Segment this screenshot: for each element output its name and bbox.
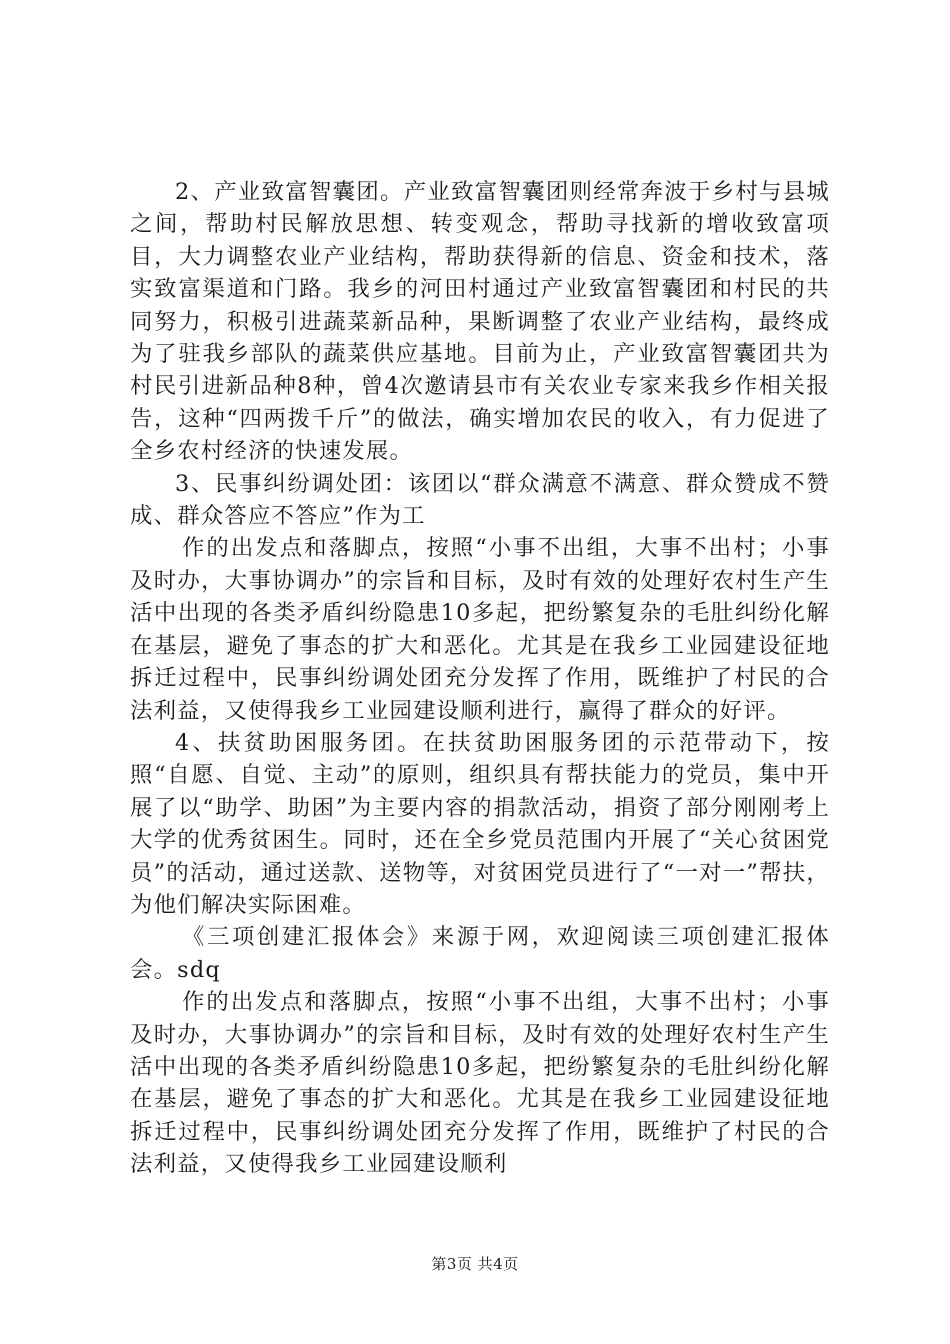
page-number-footer: 第3页 共4页 (431, 1255, 519, 1273)
paragraph-poverty-relief: 4、扶贫助困服务团。在扶贫助困服务团的示范带动下，按照“自愿、自觉、主动”的原则，组织具有帮扶能力的党员，集中开展了以“助学、助困”为主要内容的捐款活动，捐资了部分刚刚考上大学的优秀贫困生。同时，还在全乡党员范围内开展了“关心贫困党员”的活动，通过送款、送物等，对贫困党员进行了“一对一”帮扶，为他们解决实际困难。 (130, 729, 830, 918)
paragraph-repeated-body: 作的出发点和落脚点，按照“小事不出组，大事不出村；小事及时办，大事协调办”的宗旨和目标，及时有效的处理好农村生产生活中出现的各类矛盾纠纷隐患10多起，把纷繁复杂的毛肚纠纷化解在基层，避免了事态的扩大和恶化。尤其是在我乡工业园建设征地拆迁过程中，民事纠纷调处团充分发挥了作用，既维护了村民的合法利益，又使得我乡工业园建设顺利 (130, 989, 830, 1178)
paragraph-dispute-mediation-heading: 3、民事纠纷调处团：该团以“群众满意不满意、群众赞成不赞成、群众答应不答应”作为工 (130, 470, 830, 530)
paragraph-dispute-mediation-body: 作的出发点和落脚点，按照“小事不出组，大事不出村；小事及时办，大事协调办”的宗旨和目标，及时有效的处理好农村生产生活中出现的各类矛盾纠纷隐患10多起，把纷繁复杂的毛肚纠纷化解在基层，避免了事态的扩大和恶化。尤其是在我乡工业园建设征地拆迁过程中，民事纠纷调处团充分发挥了作用，既维护了村民的合法利益，又使得我乡工业园建设顺利进行，赢得了群众的好评。 (130, 535, 830, 724)
document-body (130, 176, 830, 1181)
paragraph-source-note: 《三项创建汇报体会》来源于网，欢迎阅读三项创建汇报体会。sdq (130, 924, 830, 983)
paragraph-industry-think-tank: 2、产业致富智囊团。产业致富智囊团则经常奔波于乡村与县城之间，帮助村民解放思想、转变观念，帮助寻找新的增收致富项目，大力调整农业产业结构，帮助获得新的信息、资金和技术，落实致富渠道和门路。我乡的河田村通过产业致富智囊团和村民的共同努力，积极引进蔬菜新品种，果断调整了农业产业结构，最终成为了驻我乡部队的蔬菜供应基地。目前为止，产业致富智囊团共为村民引进新品种8种，曾4次邀请县市有关农业专家来我乡作相关报告，这种“四两拨千斤”的做法，确实增加农民的收入，有力促进了全乡农村经济的快速发展。 (130, 179, 830, 465)
